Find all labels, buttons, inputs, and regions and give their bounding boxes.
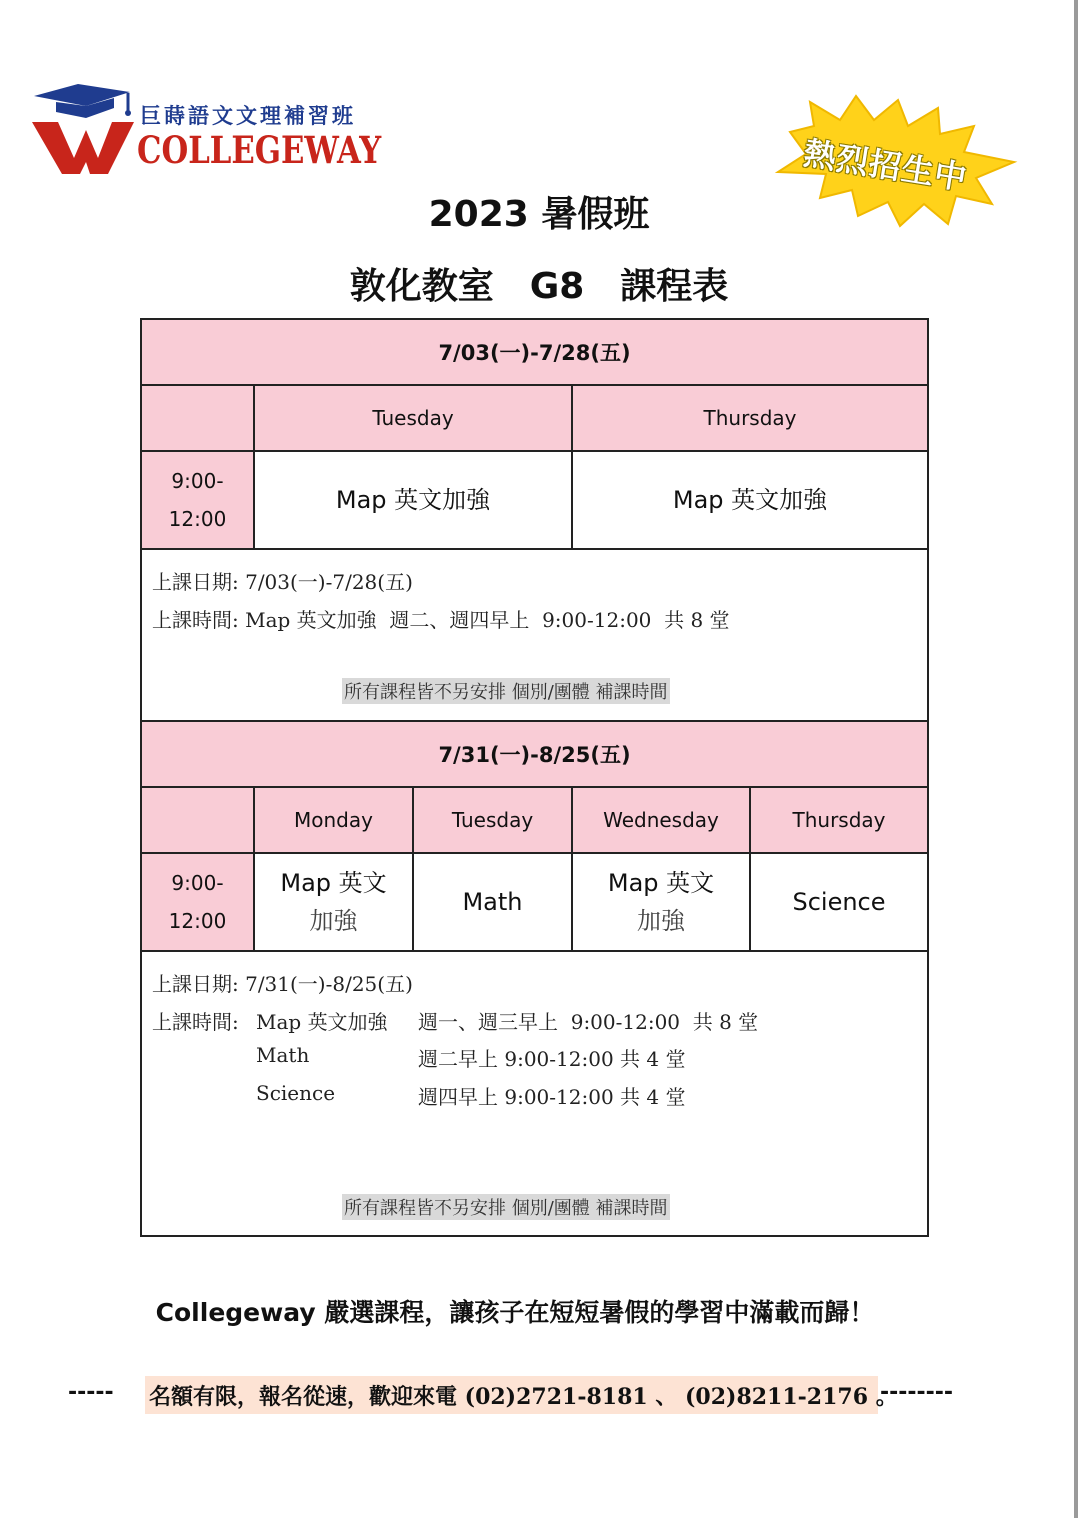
footer-dash-right: -------- [880, 1380, 954, 1405]
contact-text: 名額有限，報名從速，歡迎來電 (02)2721-8181 、 (02)8211-2176 。 [149, 1383, 898, 1410]
session2-row2-detail: 週二早上 9:00-12:00 共 4 堂 [418, 1047, 686, 1071]
day-label: Tuesday [372, 406, 454, 430]
session2-period-header [140, 720, 929, 788]
subject-label: 加強 [637, 907, 685, 935]
subject-label: Map 英文加強 [335, 486, 491, 514]
session2-corner-cell [140, 786, 255, 854]
subject-label: 加強 [309, 907, 358, 935]
time-end: 12:00 [168, 909, 227, 933]
subject-label: Math [462, 888, 523, 916]
session1-day-thursday [571, 384, 929, 452]
session1-subject-tuesday [253, 450, 573, 550]
session1-info-box [140, 548, 929, 722]
subject-label: Map 英文 [280, 869, 387, 897]
session2-subject-wednesday [571, 852, 751, 952]
session2-makeup-note: 所有課程皆不另安排 個別/團體 補課時間 [342, 1194, 670, 1220]
session2-day-tuesday [412, 786, 573, 854]
subject-label: Science [792, 888, 886, 916]
session1-corner-cell [140, 384, 255, 452]
session1-makeup-note: 所有課程皆不另安排 個別/團體 補課時間 [342, 678, 670, 704]
session2-date-line: 上課日期: 7/31(一)-8/25(五) [152, 972, 413, 996]
session1-date-line: 上課日期: 7/03(一)-7/28(五) [152, 570, 413, 594]
session2-day-wednesday [571, 786, 751, 854]
contact-info [145, 1376, 898, 1414]
subject-label: Map 英文 [607, 869, 715, 897]
day-label: Wednesday [603, 808, 719, 832]
session1-period-header [140, 318, 929, 386]
session1-period: 7/03(一)-7/28(五) [438, 341, 631, 365]
subject-label: Map 英文加強 [672, 486, 828, 514]
session2-subject-tuesday [412, 852, 573, 952]
time-start: 9:00- [171, 469, 224, 493]
day-label: Thursday [792, 808, 886, 832]
time-start: 9:00- [171, 871, 224, 895]
time-end: 12:00 [168, 507, 227, 531]
session2-row1-detail: 週一、週三早上 9:00-12:00 共 8 堂 [418, 1010, 759, 1034]
session2-row3-detail: 週四早上 9:00-12:00 共 4 堂 [418, 1085, 686, 1109]
schedule-table [140, 318, 929, 1237]
page-subtitle: 敦化教室 G8 課程表 [349, 266, 729, 307]
mortarboard-icon [34, 84, 130, 106]
session1-day-tuesday [253, 384, 573, 452]
session2-row1-subject: Map 英文加強 [256, 1010, 388, 1034]
session1-time-line: 上課時間: Map 英文加強 週二、週四早上 9:00-12:00 共 8 堂 [152, 608, 730, 632]
footer-dash-left: ----- [68, 1380, 114, 1405]
session2-row2-subject: Math [256, 1043, 310, 1067]
session1-subject-thursday [571, 450, 929, 550]
session2-day-thursday [749, 786, 929, 854]
day-label: Tuesday [451, 808, 534, 832]
day-label: Thursday [703, 406, 797, 430]
logo-english-name: COLLEGEWAY [137, 128, 382, 172]
page-title: 2023 暑假班 [428, 194, 650, 235]
day-label: Monday [294, 808, 373, 832]
session2-time-label: 上課時間: [152, 1010, 239, 1034]
session2-period: 7/31(一)-8/25(五) [438, 743, 631, 767]
session2-row3-subject: Science [256, 1081, 336, 1105]
logo-chinese-name: 巨蒔語文文理補習班 [140, 103, 356, 128]
badge-text: 熱烈招生中 [801, 133, 971, 198]
session2-day-monday [253, 786, 414, 854]
slogan: Collegeway 嚴選課程，讓孩子在短短暑假的學習中滿載而歸！ [155, 1298, 875, 1327]
session2-subject-thursday [749, 852, 929, 952]
session2-info-box [140, 950, 929, 1237]
session2-subject-monday [253, 852, 414, 952]
session1-time-cell [140, 450, 255, 550]
session2-time-cell [140, 852, 255, 952]
